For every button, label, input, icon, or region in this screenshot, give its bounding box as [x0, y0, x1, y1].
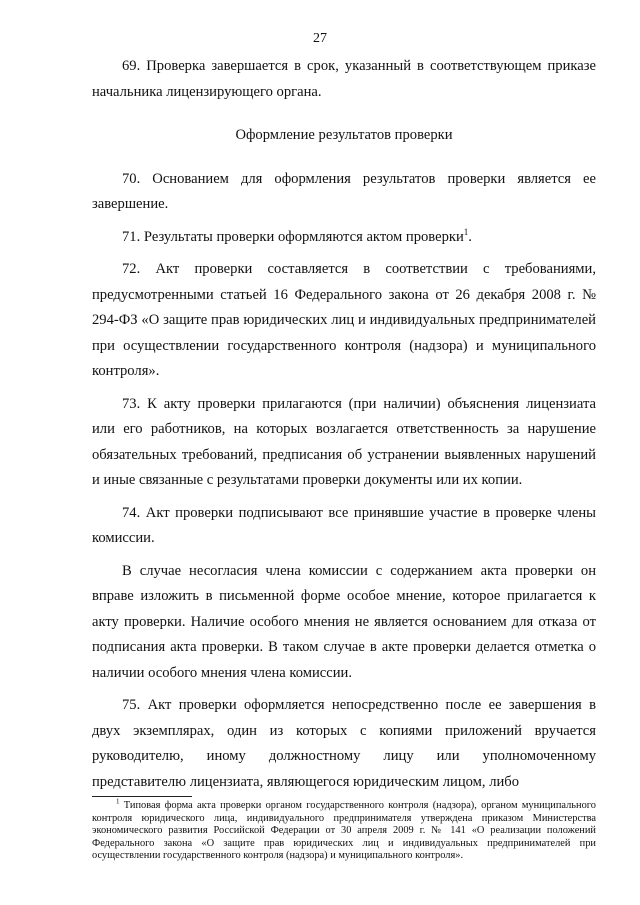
- paragraph-69: 69. Проверка завершается в срок, указанный в соответствующем приказе начальника лицензирующего органа.: [92, 58, 596, 100]
- section-heading: Оформление результатов проверки: [235, 127, 453, 143]
- page-number: 27: [313, 31, 327, 46]
- paragraph-75: 75. Акт проверки оформляется непосредственно после ее завершения в двух экземплярах, один из которых с копиями приложений вручается руководителю, иному должностному лицу или уполномоченному представителю лицензиата, являющегося юридическим лицом, либо: [92, 697, 596, 790]
- footnote-reference: 1: [463, 226, 469, 237]
- document-body: [92, 54, 596, 802]
- paragraph-74: 74. Акт проверки подписывают все принявшие участие в проверке члены комиссии.: [92, 504, 596, 546]
- paragraph-74-dissent: В случае несогласия члена комиссии с содержанием акта проверки он вправе изложить в письменной форме особое мнение, которое прилагается к акту проверки. Наличие особого мнения не является основанием для отказа от подписания акта проверки. В таком случае в акте проверки делается отметка о наличии особого мнения члена комиссии.: [92, 562, 596, 681]
- paragraph-70: 70. Основанием для оформления результатов проверки является ее завершение.: [92, 170, 596, 212]
- paragraph-71: [92, 225, 596, 251]
- paragraph-72: 72. Акт проверки составляется в соответствии с требованиями, предусмотренными статьей 16 Федерального закона от 26 декабря 2008 г. № 294-ФЗ «О защите прав юридических лиц и индивидуальных предпринимателей при осуществлении государственного контроля (надзора) и муниципального контроля».: [92, 261, 596, 379]
- footnote-text: Типовая форма акта проверки органом государственного контроля (надзора), органом муниципального контроля юридического лица, индивидуального предпринимателя утверждена приказом Министерства экономического развития Российской Федерации от 30 апреля 2009 г. № 141 «О реализации положений Федерального закона «О защите прав юридических лиц и индивидуальных предпринимателей при осуществлении государственного контроля (надзора) и муниципального контроля».: [92, 800, 596, 862]
- footnote-marker: 1: [116, 797, 120, 806]
- paragraph-71-end: .: [468, 228, 472, 245]
- footnote-divider: [92, 796, 192, 797]
- paragraph-73: 73. К акту проверки прилагаются (при наличии) объяснения лицензиата или его работников, на которых возлагается ответственность за нарушение обязательных требований, предписания об устранении выявленных нарушений и иные связанные с результатами проверки документы или их копии.: [92, 395, 596, 488]
- footnote: [92, 797, 596, 863]
- paragraph-71-text: 71. Результаты проверки оформляются актом проверки: [122, 228, 464, 245]
